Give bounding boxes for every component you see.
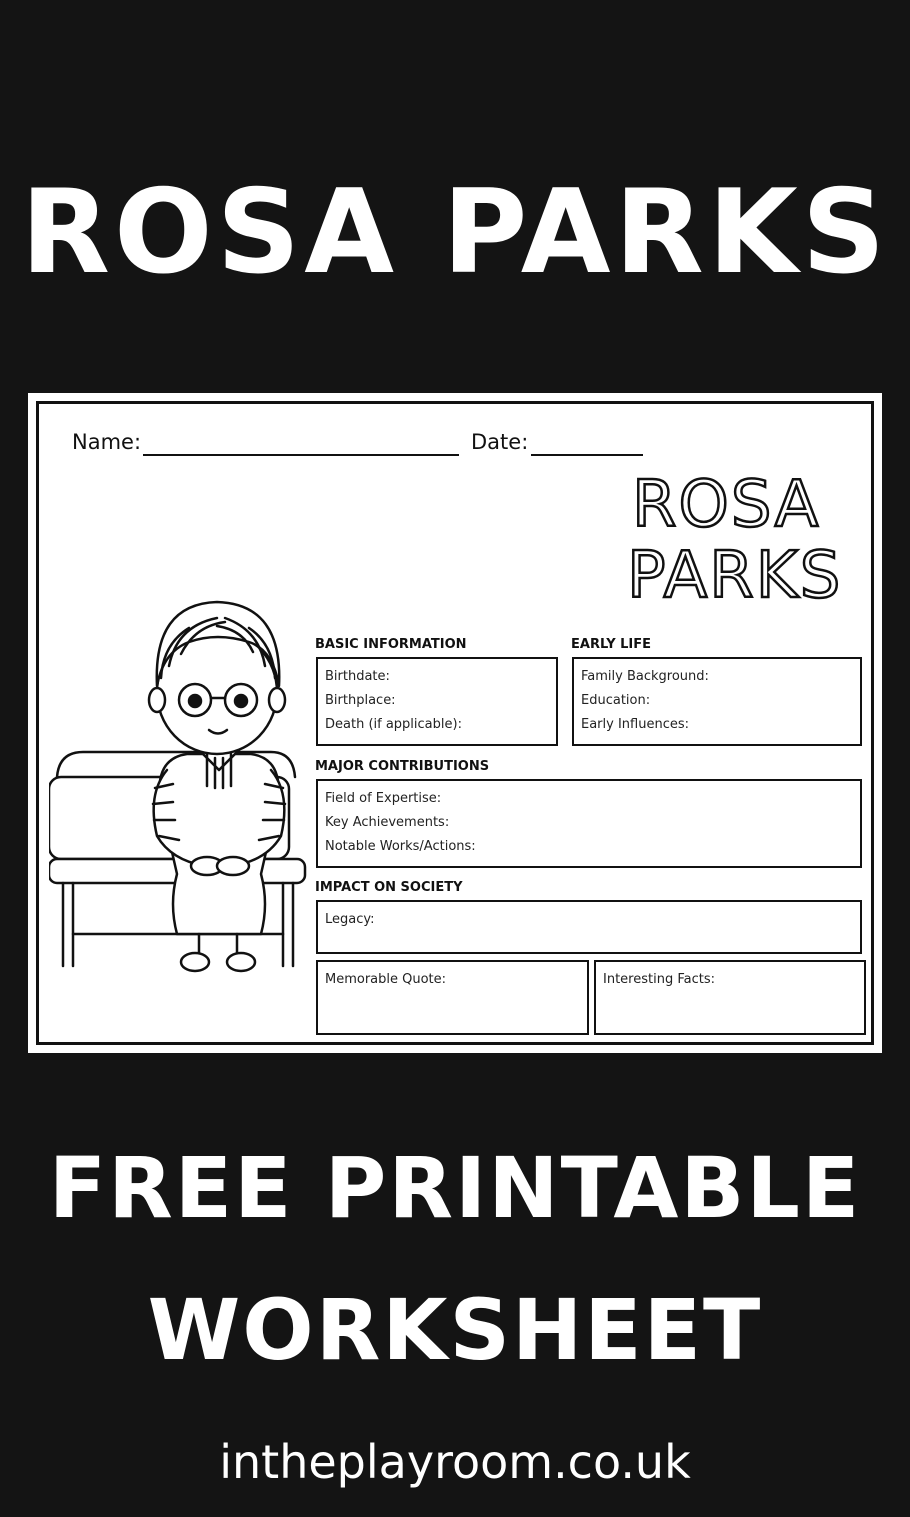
rosa-parks-illustration-icon	[49, 574, 317, 974]
interesting-facts-box	[594, 960, 866, 1035]
interesting-facts-label: Interesting Facts:	[603, 972, 715, 987]
death-field: Death (if applicable):	[325, 717, 462, 732]
major-contributions-heading: MAJOR CONTRIBUTIONS	[315, 759, 490, 774]
birthdate-field: Birthdate:	[325, 669, 390, 684]
early-influences-field: Early Influences:	[581, 717, 689, 732]
date-label: Date:	[471, 430, 529, 454]
education-field: Education:	[581, 693, 651, 708]
name-line	[143, 454, 459, 456]
birthplace-field: Birthplace:	[325, 693, 396, 708]
notable-works-field: Notable Works/Actions:	[325, 839, 476, 854]
date-line	[531, 454, 643, 456]
memorable-quote-label: Memorable Quote:	[325, 972, 447, 987]
page-title: ROSA PARKS	[20, 165, 890, 300]
major-contributions-box	[316, 779, 862, 868]
basic-information-heading: BASIC INFORMATION	[315, 637, 467, 652]
key-achievements-field: Key Achievements:	[325, 815, 450, 830]
impact-on-society-heading: IMPACT ON SOCIETY	[315, 880, 463, 895]
worksheet-title-line2: PARKS	[627, 539, 843, 613]
impact-on-society-box	[316, 900, 862, 954]
early-life-heading: EARLY LIFE	[571, 637, 652, 652]
worksheet-title-line1: ROSA	[632, 468, 821, 542]
memorable-quote-box	[316, 960, 589, 1035]
field-of-expertise-field: Field of Expertise:	[325, 791, 442, 806]
name-label: Name:	[72, 430, 142, 454]
promo-line-2: WORKSHEET	[147, 1281, 763, 1379]
legacy-field: Legacy:	[325, 912, 375, 927]
site-url: intheplayroom.co.uk	[219, 1435, 691, 1489]
promo-line-1: FREE PRINTABLE	[48, 1139, 862, 1237]
worksheet-border	[36, 401, 874, 1045]
family-background-field: Family Background:	[581, 669, 709, 684]
worksheet-preview	[28, 393, 882, 1053]
basic-information-box	[316, 657, 558, 746]
early-life-box	[572, 657, 862, 746]
